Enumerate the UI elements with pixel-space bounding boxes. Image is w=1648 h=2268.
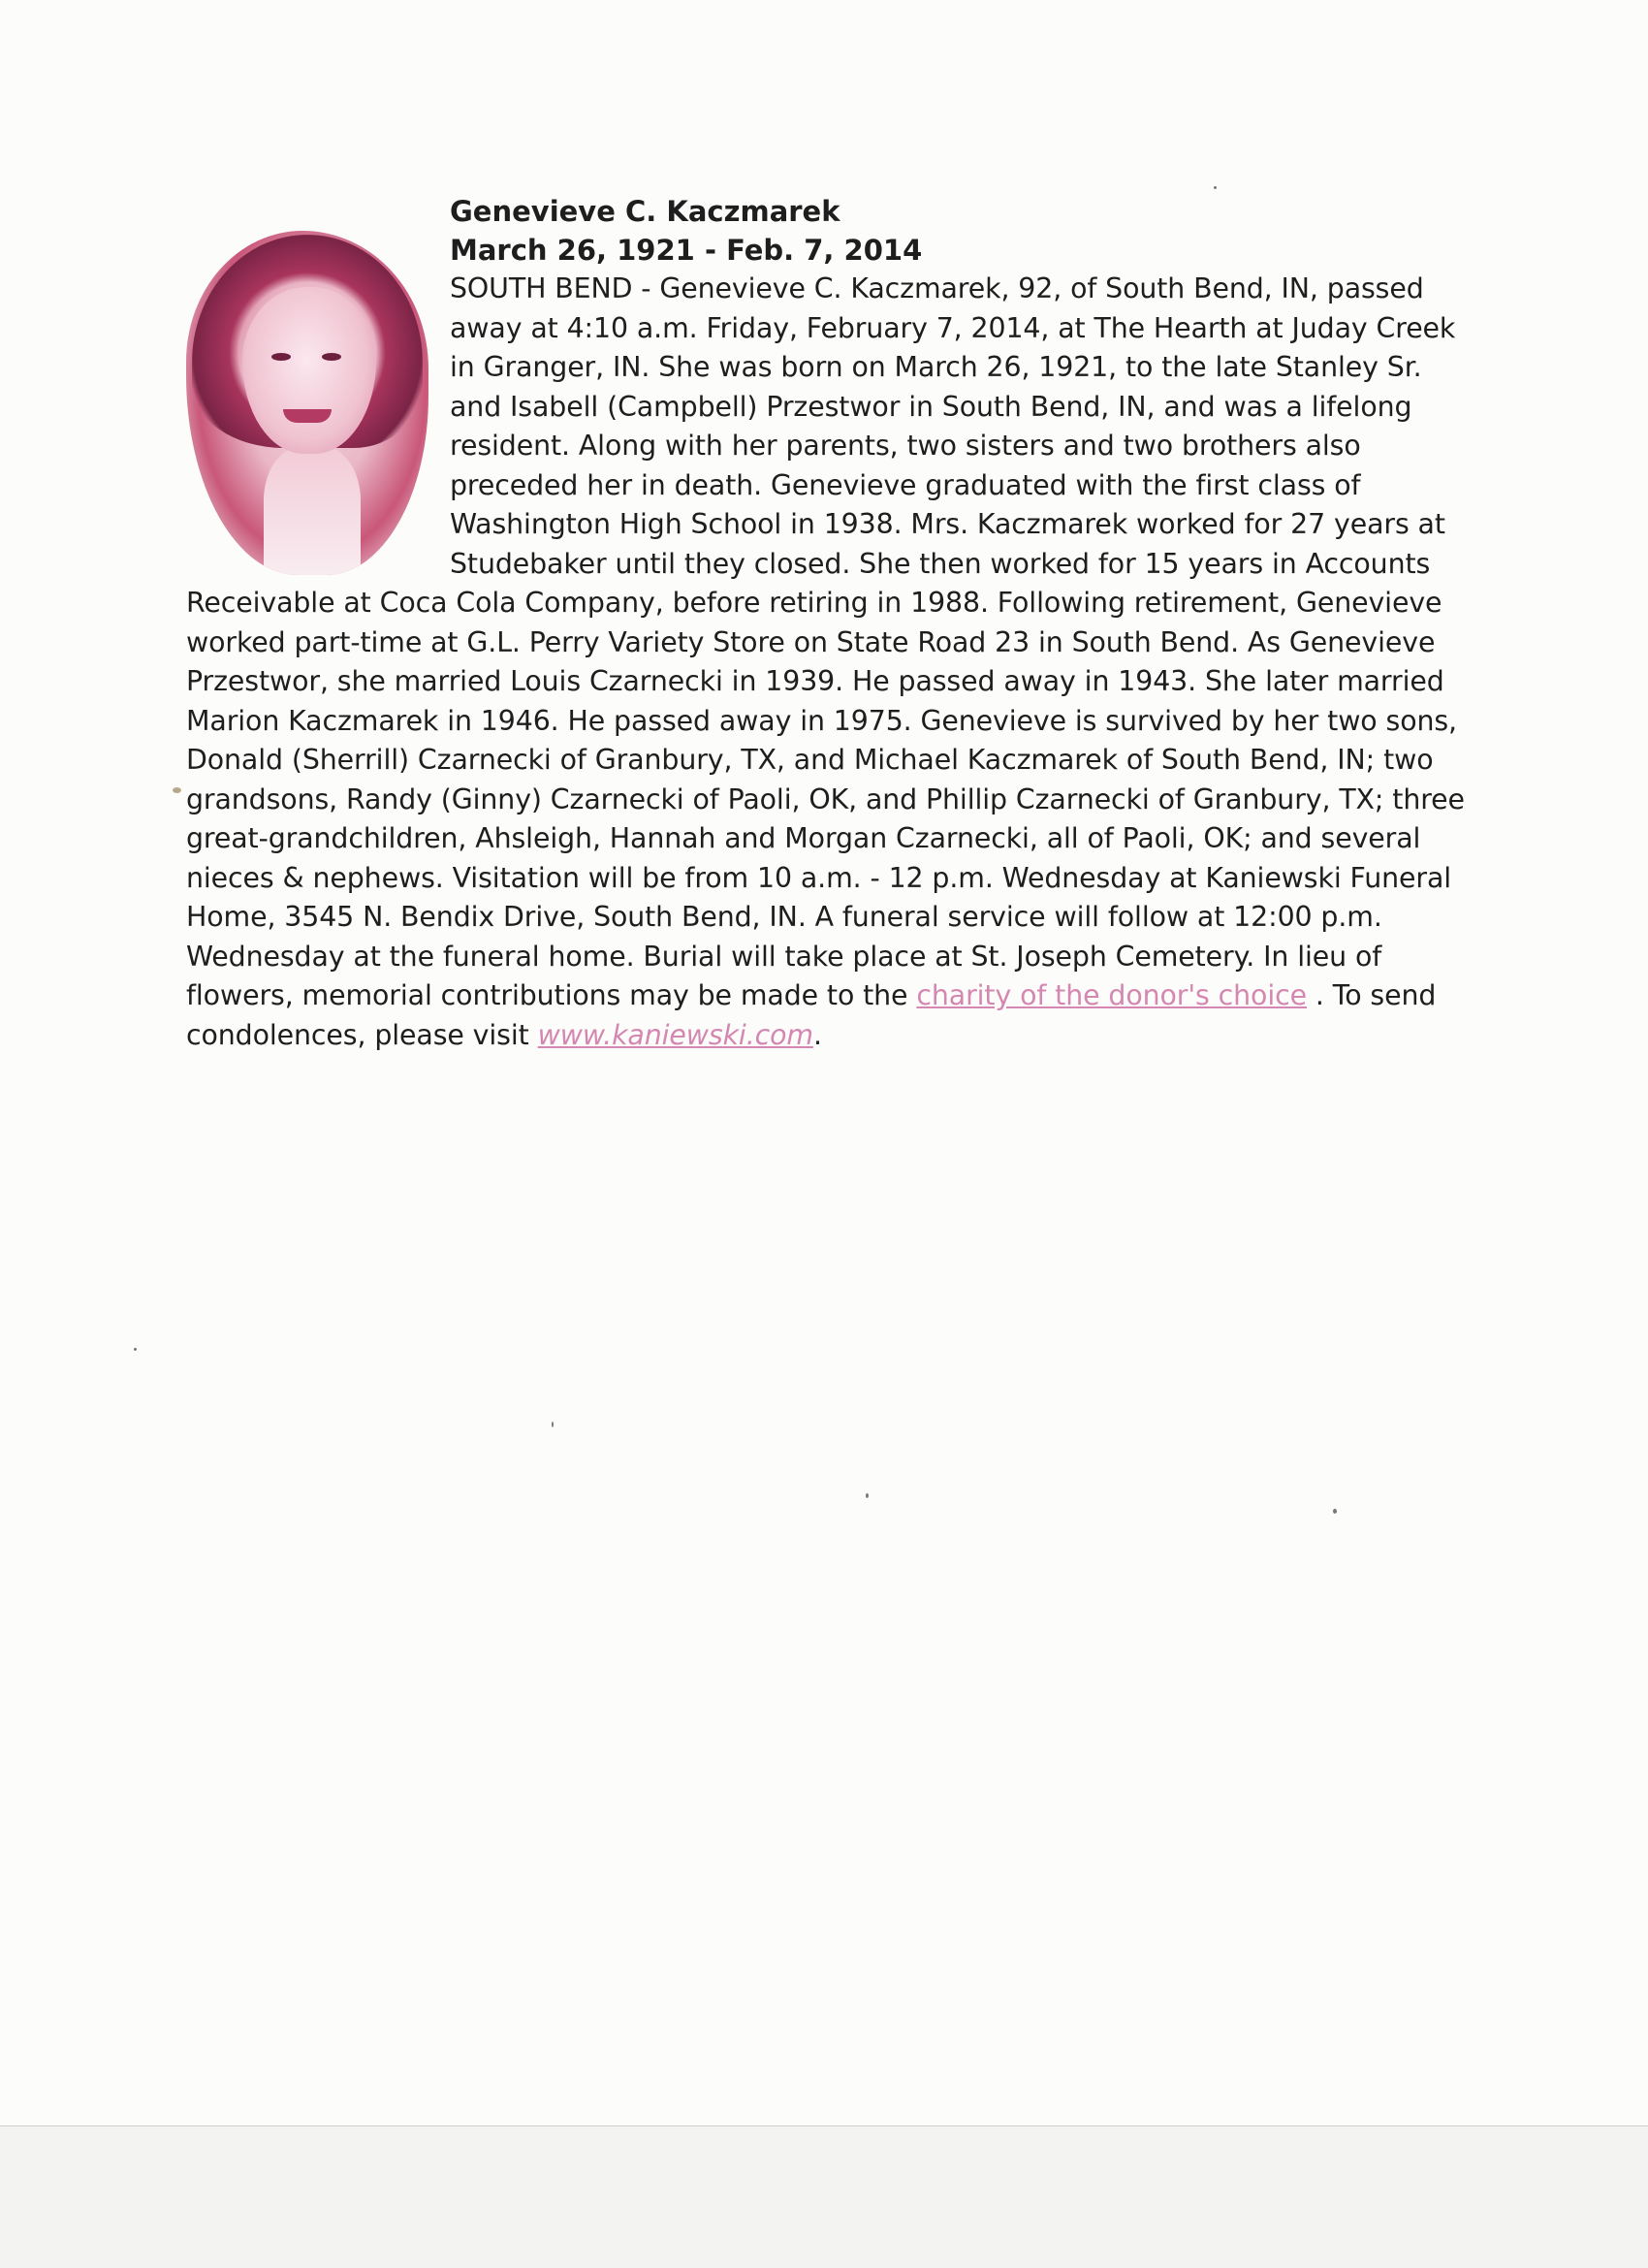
scan-speck [134, 1348, 137, 1351]
scan-speck [866, 1493, 869, 1498]
scan-speck [173, 787, 181, 793]
deceased-name: Genevieve C. Kaczmarek [450, 195, 840, 228]
scan-speck [552, 1421, 554, 1427]
charity-link[interactable]: charity of the donor's choice [916, 979, 1307, 1011]
portrait-face [242, 287, 376, 454]
portrait-right-eye [322, 353, 341, 361]
life-dates: March 26, 1921 - Feb. 7, 2014 [450, 234, 923, 267]
closing-period: . [812, 1018, 822, 1051]
portrait-left-eye [271, 353, 291, 361]
condolence-text: . To send condolences, please visit [186, 979, 1437, 1051]
obituary-body-text: SOUTH BEND - Genevieve C. Kaczmarek, 92, of South Bend, IN, passed away at 4:10 a.m. Friday, February 7, 2014, at The Hearth at Juday Creek in Granger, IN. She was born on March 26, 1921, to the late Stanley Sr. and Isabell (Campbell) Przestwor in South Bend, IN, and was a lifelong resident. Along with her parents, two sisters and two brothers also preceded her in death. Genevieve graduated with the first class of Washington High School in 1938. Mrs. Kaczmarek worked for 27 years at Studebaker until they closed. She then worked for 15 years in Accounts Receivable at Coca Cola Company, before retiring in 1988. Following retirement, Genevieve worked part-time at G.L. Perry Variety Store on State Road 23 in South Bend. As Genevieve Przestwor, she married Louis Czarnecki in 1939. He passed away in 1943. She later married Marion Kaczmarek in 1946. He passed away in 1975. Genevieve is survived by her two sons, Donald (Sherrill) Czarnecki of Granbury, TX, and Michael Kaczmarek of South Bend, IN; two grandsons, Randy (Ginny) Czarnecki of Paoli, OK, and Phillip Czarnecki of Granbury, TX; three great-grandchildren, Ahsleigh, Hannah and Morgan Czarnecki, all of Paoli, OK; and several nieces & nephews. Visitation will be from 10 a.m. - 12 p.m. Wednesday at Kaniewski Funeral Home, 3545 N. Bendix Drive, South Bend, IN. A funeral service will follow at 12:00 p.m. Wednesday at the funeral home. Burial will take place at St. Joseph Cemetery. In lieu of flowers, memorial contributions may be made to the [186, 272, 1465, 1011]
portrait-neck [264, 446, 361, 575]
obituary-article [186, 192, 1466, 1055]
website-link[interactable]: www.kaniewski.com [537, 1018, 813, 1051]
scan-speck [1333, 1509, 1337, 1514]
scan-bottom-band [0, 2125, 1648, 2268]
portrait-smile [283, 409, 332, 423]
scan-speck [1214, 186, 1217, 189]
portrait-photo [186, 231, 428, 575]
